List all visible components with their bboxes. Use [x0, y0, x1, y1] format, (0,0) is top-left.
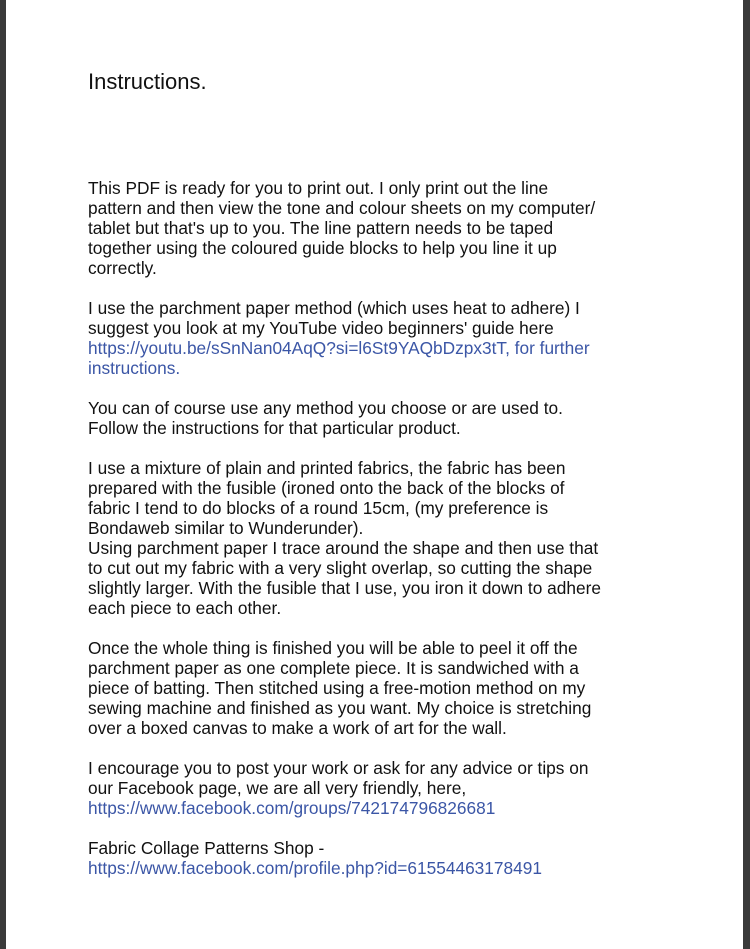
- text-line: over a boxed canvas to make a work of art for the wall.: [88, 718, 507, 738]
- youtube-link[interactable]: https://youtu.be/sSnNan04AqQ?si=l6St9YAQbDzpx3tT, for further: [88, 338, 590, 358]
- text-line: suggest you look at my YouTube video beginners' guide here: [88, 318, 554, 338]
- facebook-group-link[interactable]: https://www.facebook.com/groups/742174796826681: [88, 798, 496, 818]
- facebook-shop-link[interactable]: https://www.facebook.com/profile.php?id=61554463178491: [88, 858, 542, 878]
- text-line: This PDF is ready for you to print out. I only print out the line: [88, 178, 549, 198]
- text-line: prepared with the fusible (ironed onto the back of the blocks of: [88, 478, 565, 498]
- text-line: together using the coloured guide blocks to help you line it up: [88, 238, 557, 258]
- text-line: correctly.: [88, 258, 157, 278]
- paragraph-any-method: [88, 398, 688, 438]
- text-line: parchment paper as one complete piece. It is sandwiched with a: [88, 658, 579, 678]
- paragraph-print-instructions: [88, 178, 688, 278]
- page-title: Instructions.: [88, 69, 207, 94]
- youtube-link-continued[interactable]: instructions.: [88, 358, 181, 378]
- text-line: our Facebook page, we are all very friendly, here,: [88, 778, 467, 798]
- paragraph-shop: [88, 838, 688, 878]
- text-line: slightly larger. With the fusible that I use, you iron it down to adhere: [88, 578, 601, 598]
- text-line: Bondaweb similar to Wunderunder).: [88, 518, 364, 538]
- paragraph-finishing: [88, 638, 688, 738]
- text-line: tablet but that's up to you. The line pattern needs to be taped: [88, 218, 554, 238]
- text-line: to cut out my fabric with a very slight overlap, so cutting the shape: [88, 558, 593, 578]
- text-line: fabric I tend to do blocks of a round 15cm, (my preference is: [88, 498, 549, 518]
- text-line: Using parchment paper I trace around the shape and then use that: [88, 538, 599, 558]
- text-line: pattern and then view the tone and colour sheets on my computer/: [88, 198, 596, 218]
- text-line: Follow the instructions for that particular product.: [88, 418, 461, 438]
- text-line: I use the parchment paper method (which uses heat to adhere) I: [88, 298, 580, 318]
- text-line: each piece to each other.: [88, 598, 282, 618]
- text-line: I use a mixture of plain and printed fabrics, the fabric has been: [88, 458, 566, 478]
- paragraph-facebook-group: [88, 758, 688, 818]
- text-line: piece of batting. Then stitched using a free-motion method on my: [88, 678, 586, 698]
- text-line: sewing machine and finished as you want. My choice is stretching: [88, 698, 592, 718]
- text-line: I encourage you to post your work or ask for any advice or tips on: [88, 758, 589, 778]
- text-line: Fabric Collage Patterns Shop -: [88, 838, 325, 858]
- paragraph-parchment-method: [88, 298, 688, 378]
- pdf-page: [6, 0, 743, 949]
- text-line: Once the whole thing is finished you will be able to peel it off the: [88, 638, 578, 658]
- text-line: You can of course use any method you choose or are used to.: [88, 398, 563, 418]
- paragraph-fabrics: [88, 458, 688, 618]
